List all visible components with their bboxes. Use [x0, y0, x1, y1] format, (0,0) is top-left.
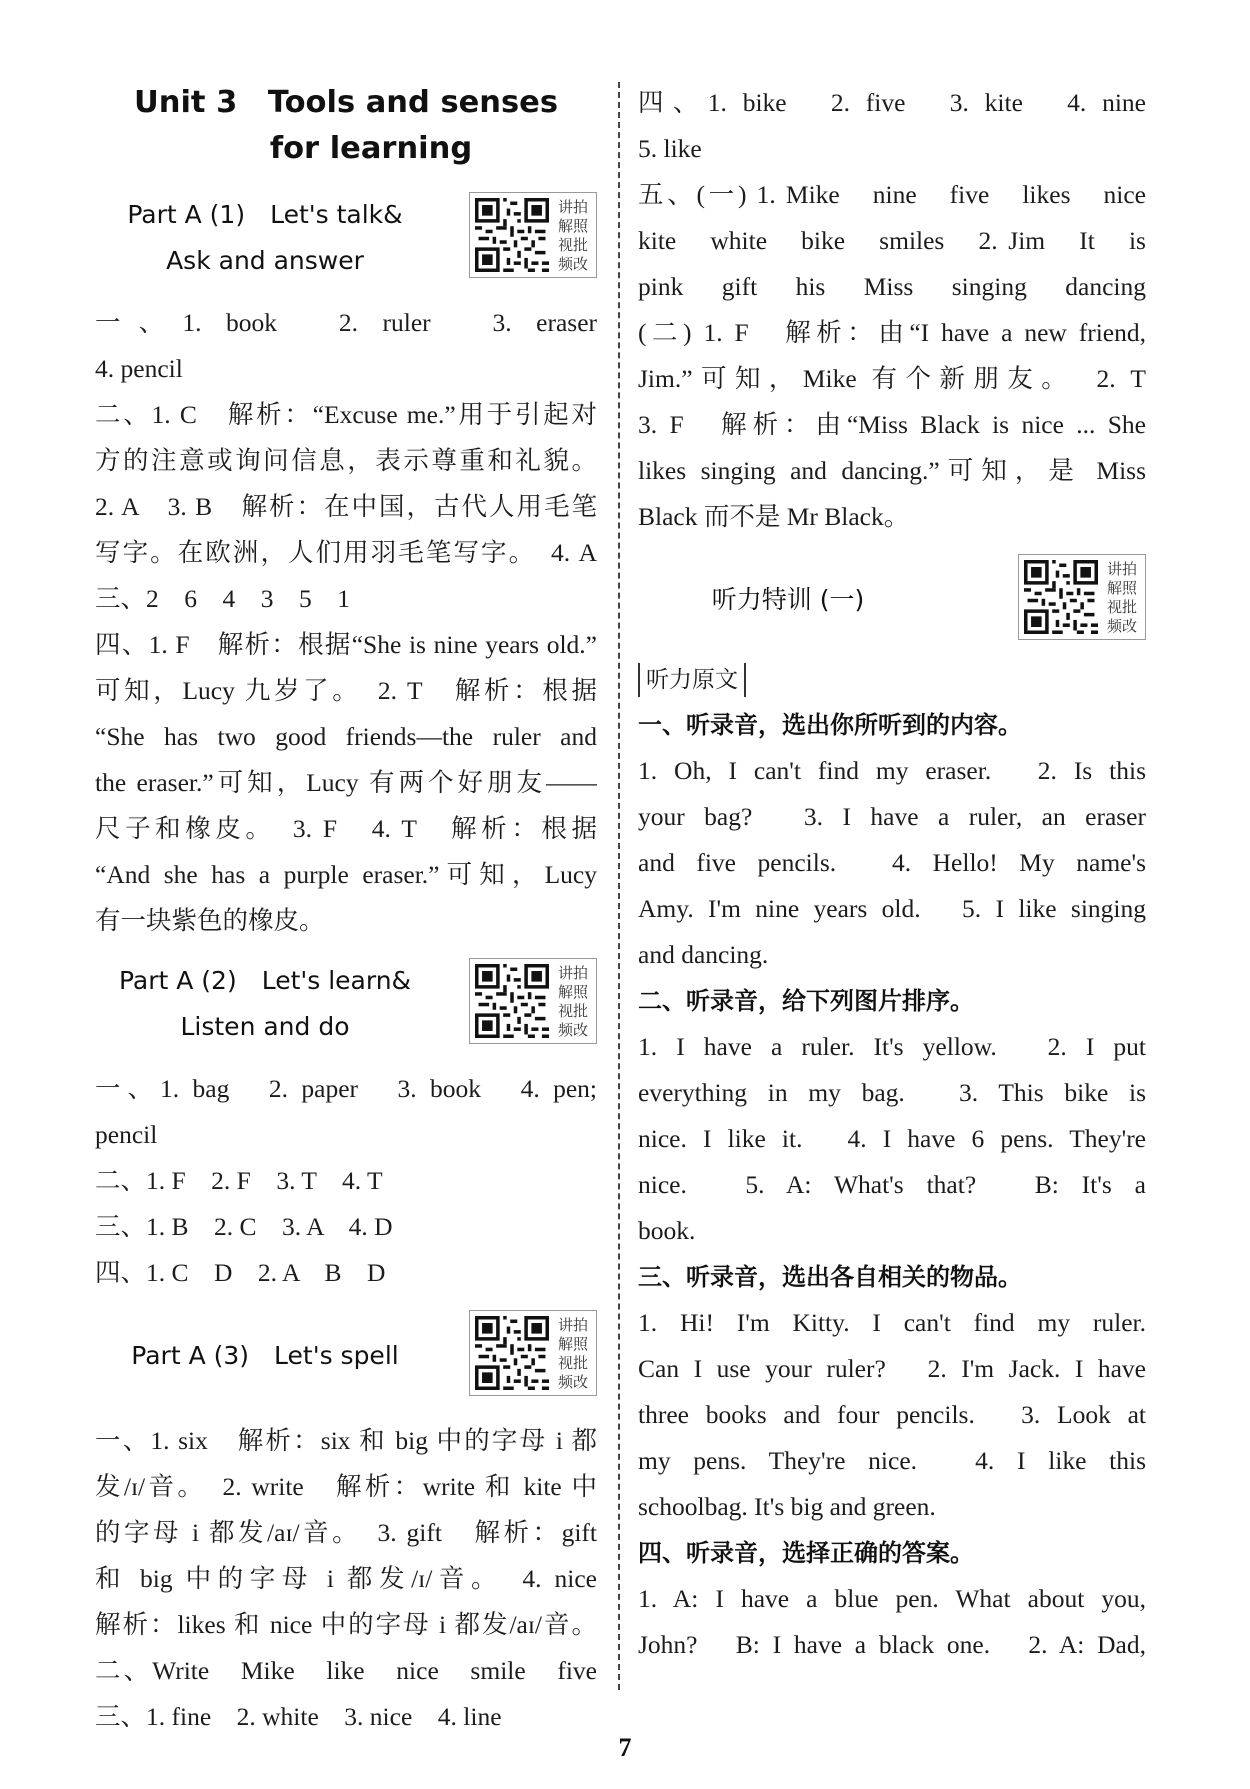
- answer-line: kite white bike smiles 2. Jim It is: [638, 226, 1146, 255]
- qr-video-box[interactable]: [1018, 554, 1146, 640]
- answer-line: likes singing and dancing.”可知，是 Miss: [638, 456, 1146, 485]
- transcript-line: 1. Hi! I'm Kitty. I can't find my ruler.: [638, 1308, 1146, 1337]
- transcript-line: 1. A: I have a blue pen. What about you,: [638, 1584, 1146, 1613]
- answer-line: 尺子和橡皮。 3. F 4. T 解析：根据: [95, 814, 597, 843]
- transcript-line: book.: [638, 1216, 696, 1245]
- answer-line: 三、2 6 4 3 5 1: [95, 584, 351, 613]
- qr-code-icon: [475, 964, 549, 1038]
- transcript-line: my pens. They're nice. 4. I like this: [638, 1446, 1146, 1475]
- answer-line: 二、1. F 2. F 3. T 4. T: [95, 1166, 383, 1195]
- answer-line: Jim.”可知，Mike 有个新朋友。 2. T: [638, 364, 1146, 393]
- transcript-line: Can I use your ruler? 2. I'm Jack. I have: [638, 1354, 1146, 1383]
- answer-line: 2. A 3. B 解析：在中国，古代人用毛笔: [95, 492, 597, 521]
- part-a1-title-line2: Ask and answer: [166, 246, 364, 275]
- transcript-line: nice. I like it. 4. I have 6 pens. They're: [638, 1124, 1146, 1153]
- qr-video-box[interactable]: [469, 1310, 597, 1396]
- question-heading: 四、听录音，选择正确的答案。: [638, 1539, 974, 1567]
- answer-line: 四、1. C D 2. A B D: [95, 1258, 386, 1287]
- qr-video-box[interactable]: [469, 958, 597, 1044]
- part-b-answers: [638, 80, 1146, 540]
- answer-line: the eraser.”可知，Lucy 有两个好朋友——: [95, 768, 597, 797]
- qr-label: 讲拍解照视批频改: [557, 1316, 588, 1391]
- qr-label: 讲拍解照视批频改: [557, 964, 588, 1039]
- listening-title: 听力特训 (一): [711, 585, 865, 614]
- transcript-line: 1. I have a ruler. It's yellow. 2. I put: [638, 1032, 1146, 1061]
- part-a2-answers: [95, 1066, 597, 1296]
- qr-code-icon: [475, 1316, 549, 1390]
- question-heading: 一、听录音，选出你所听到的内容。: [638, 711, 1022, 739]
- answer-line: 方的注意或询问信息，表示尊重和礼貌。: [95, 446, 597, 475]
- section-part-a1: [95, 192, 597, 284]
- answer-line: 4. pencil: [95, 354, 183, 383]
- answer-line: “She has two good friends—the ruler and: [95, 722, 597, 751]
- answer-line: 一、1. book 2. ruler 3. eraser: [95, 308, 597, 337]
- section-part-a2: [95, 958, 597, 1050]
- listening-original-label: 听力原文: [638, 663, 746, 697]
- transcript-line: your bag? 3. I have a ruler, an eraser: [638, 802, 1146, 831]
- listening-transcript: [638, 702, 1146, 1668]
- transcript-line: everything in my bag. 3. This bike is: [638, 1078, 1146, 1107]
- transcript-line: 1. Oh, I can't find my eraser. 2. Is this: [638, 756, 1146, 785]
- left-column: [95, 80, 597, 1740]
- part-a3-title: Part A (3) Let's spell: [131, 1341, 399, 1370]
- answer-line: 可知，Lucy 九岁了。 2. T 解析：根据: [95, 676, 597, 705]
- listening-original-label-row: [638, 656, 1146, 702]
- unit-title: [95, 80, 597, 172]
- answer-line: 有一块紫色的橡皮。: [95, 906, 325, 935]
- answer-line: 五、(一) 1. Mike nine five likes nice: [638, 180, 1146, 209]
- answer-line: “And she has a purple eraser.”可知，Lucy: [95, 860, 597, 889]
- answer-line: Black 而不是 Mr Black。: [638, 502, 910, 531]
- answer-line: 一、1. six 解析：six 和 big 中的字母 i 都: [95, 1426, 597, 1455]
- answer-line: 3. F 解析：由“Miss Black is nice ... She: [638, 410, 1146, 439]
- answer-line: 四、1. F 解析：根据“She is nine years old.”: [95, 630, 597, 659]
- transcript-line: schoolbag. It's big and green.: [638, 1492, 936, 1521]
- qr-code-icon: [475, 198, 549, 272]
- unit-title-line2: for learning: [269, 131, 473, 166]
- part-a3-answers: [95, 1418, 597, 1740]
- answer-line: 和 big 中的字母 i 都发/ɪ/音。 4. nice: [95, 1564, 597, 1593]
- transcript-line: John? B: I have a black one. 2. A: Dad,: [638, 1630, 1146, 1659]
- question-heading: 三、听录音，选出各自相关的物品。: [638, 1263, 1022, 1291]
- question-heading: 二、听录音，给下列图片排序。: [638, 987, 974, 1015]
- qr-video-box[interactable]: [469, 192, 597, 278]
- column-divider: [618, 82, 620, 1690]
- answer-line: 发/ɪ/音。 2. write 解析：write 和 kite 中: [95, 1472, 597, 1501]
- qr-code-icon: [1024, 560, 1098, 634]
- answer-line: 解析：likes 和 nice 中的字母 i 都发/aɪ/音。: [95, 1610, 597, 1639]
- transcript-line: Amy. I'm nine years old. 5. I like singing: [638, 894, 1146, 923]
- part-a1-title-line1: Part A (1) Let's talk&: [127, 200, 403, 229]
- transcript-line: and dancing.: [638, 940, 769, 969]
- section-part-a3: [95, 1310, 597, 1402]
- qr-label: 讲拍解照视批频改: [557, 198, 588, 273]
- answer-line: 写字。在欧洲，人们用羽毛笔写字。 4. A: [95, 538, 597, 567]
- unit-title-line1: Unit 3 Tools and senses: [133, 85, 559, 120]
- answer-line: 一、1. bag 2. paper 3. book 4. pen;: [95, 1074, 597, 1103]
- answer-line: pencil: [95, 1120, 158, 1149]
- transcript-line: nice. 5. A: What's that? B: It's a: [638, 1170, 1146, 1199]
- answer-line: (二) 1. F 解析：由“I have a new friend,: [638, 318, 1146, 347]
- qr-label: 讲拍解照视批频改: [1106, 560, 1137, 635]
- right-column: [638, 80, 1146, 1668]
- answer-line: 三、1. B 2. C 3. A 4. D: [95, 1212, 393, 1241]
- answer-line: 二、Write Mike like nice smile five: [95, 1656, 597, 1685]
- answer-line: 三、1. fine 2. white 3. nice 4. line: [95, 1702, 502, 1731]
- transcript-line: and five pencils. 4. Hello! My name's: [638, 848, 1146, 877]
- answer-line: 四、1. bike 2. five 3. kite 4. nine: [638, 88, 1146, 117]
- answer-line: pink gift his Miss singing dancing: [638, 272, 1146, 301]
- answer-line: 二、1. C 解析：“Excuse me.”用于引起对: [95, 400, 597, 429]
- answer-line: 5. like: [638, 134, 702, 163]
- transcript-line: three books and four pencils. 3. Look at: [638, 1400, 1146, 1429]
- page-number: 7: [618, 1733, 632, 1762]
- section-listening-1: [638, 554, 1146, 646]
- part-a2-title-line1: Part A (2) Let's learn&: [118, 966, 412, 995]
- part-a1-answers: [95, 300, 597, 944]
- part-a2-title-line2: Listen and do: [180, 1012, 350, 1041]
- answer-line: 的字母 i 都发/aɪ/音。 3. gift 解析：gift: [95, 1518, 597, 1547]
